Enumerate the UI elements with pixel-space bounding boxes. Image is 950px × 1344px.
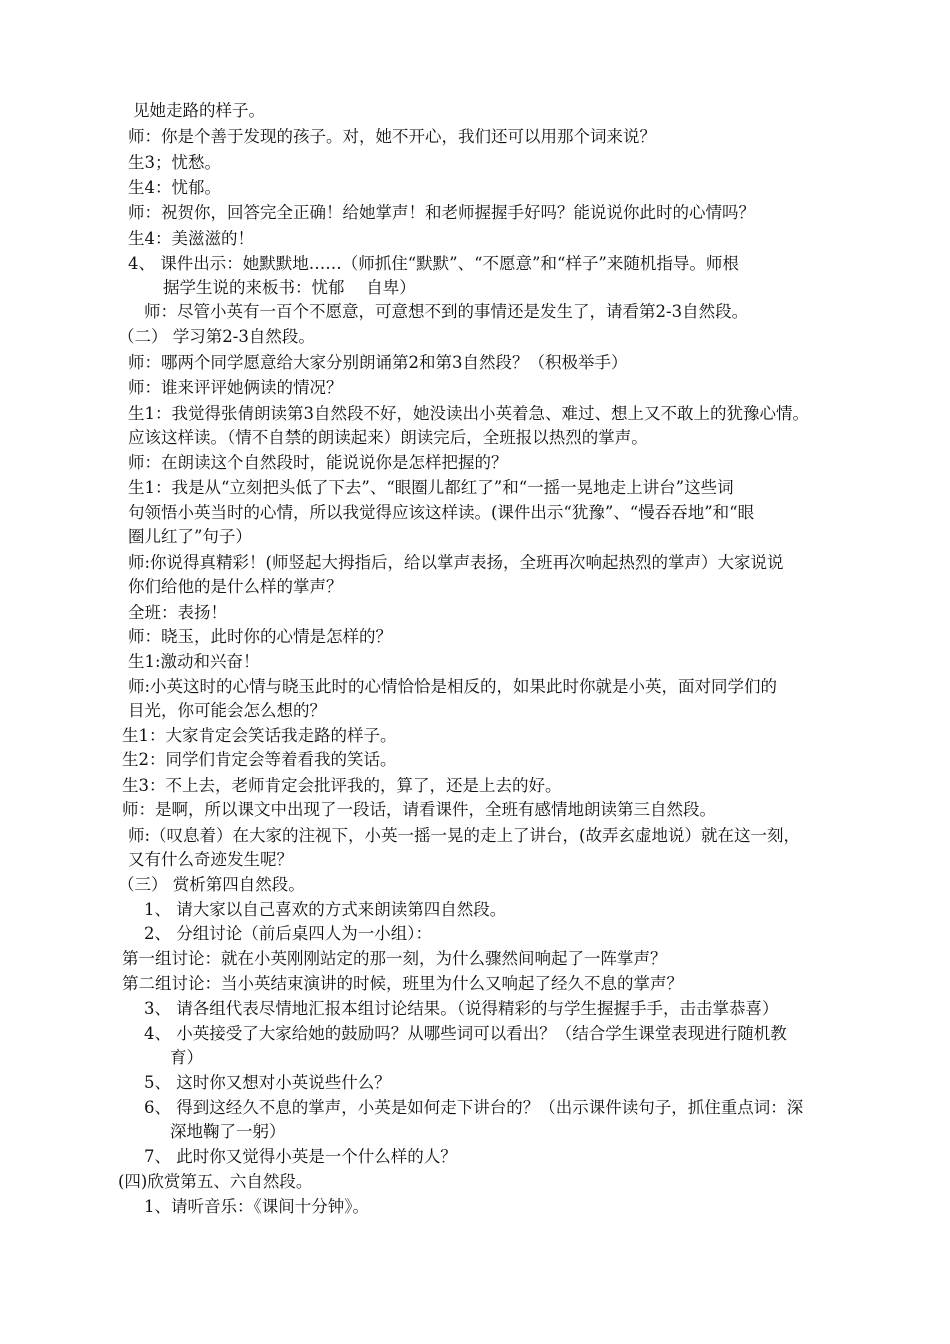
list-item: 2、 分组讨论（前后桌四人为一小组）： [144,924,432,943]
text-line: 师：谁来评评她俩读的情况？ [128,378,343,397]
section-heading: （二） 学习第2-3自然段。 [118,327,315,346]
list-item: 3、 请各组代表尽情地汇报本组讨论结果。（说得精彩的与学生握握手手，击击掌恭喜） [144,999,779,1018]
text-line: 生1：我觉得张倩朗读第3自然段不好，她没读出小英着急、难过、想上又不敢上的犹豫心情。 [128,404,809,423]
text-line: 目光，你可能会怎么想的？ [128,701,326,720]
text-line: 据学生说的来板书：忧郁 自卑） [163,278,416,297]
text-line: 师:你说得真精彩！(师竖起大拇指后，给以掌声表扬，全班再次响起热烈的掌声）大家说说 [128,553,784,572]
section-heading: (四)欣赏第五、六自然段。 [118,1172,313,1191]
text-line: 师：祝贺你，回答完全正确！给她掌声！和老师握握手好吗？能说说你此时的心情吗？ [128,203,755,222]
section-heading: （三） 赏析第四自然段。 [118,875,305,894]
list-item: 4、 小英接受了大家给她的鼓励吗？从哪些词可以看出？（结合学生课堂表现进行随机教 [144,1024,787,1043]
text-line: 师：你是个善于发现的孩子。对，她不开心，我们还可以用那个词来说？ [128,127,656,146]
list-item: 1、请听音乐：《课间十分钟》。 [144,1197,369,1216]
text-line: 生1：我是从“立刻把头低了下去”、“眼圈儿都红了”和“一摇一晃地走上讲台”这些词 [128,478,734,497]
text-line: 应该这样读。（情不自禁的朗读起来）朗读完后，全班报以热烈的掌声。 [128,428,648,447]
text-line: 又有什么奇迹发生呢？ [128,850,293,869]
text-line: 生4：美滋滋的！ [128,229,254,248]
text-line: 师：哪两个同学愿意给大家分别朗诵第2和第3自然段？（积极举手） [128,353,628,372]
text-line: 生1：大家肯定会笑话我走路的样子。 [122,726,397,745]
text-line: 师:（叹息着）在大家的注视下，小英一摇一晃的走上了讲台，(故弄玄虚地说）就在这一刻， [128,826,800,845]
list-item: 6、 得到这经久不息的掌声，小英是如何走下讲台的？（出示课件读句子，抓住重点词：深 [144,1098,804,1117]
text-line: 师：尽管小英有一百个不愿意，可意想不到的事情还是发生了，请看第2-3自然段。 [144,302,749,321]
text-line: 深地鞠了一躬） [170,1122,286,1141]
text-line: 生3；忧愁。 [128,153,221,172]
text-line: 师：是啊，所以课文中出现了一段话，请看课件，全班有感情地朗读第三自然段。 [122,800,716,819]
text-line: 生1:激动和兴奋！ [128,652,260,671]
text-line: 育） [170,1048,203,1067]
text-line: 全班：表扬！ [128,603,227,622]
text-line: 生4：忧郁。 [128,178,221,197]
text-line: 生3：不上去，老师肯定会批评我的，算了，还是上去的好。 [122,776,562,795]
list-item: 7、 此时你又觉得小英是一个什么样的人？ [144,1147,457,1166]
list-item: 1、 请大家以自己喜欢的方式来朗读第四自然段。 [144,900,507,919]
text-line: 你们给他的是什么样的掌声？ [128,577,343,596]
text-line: 4、 课件出示：她默默地……（师抓住“默默”、“不愿意”和“样子”来随机指导。师根 [128,254,739,273]
text-line: 句领悟小英当时的心情，所以我觉得应该这样读。(课件出示“犹豫”、“慢吞吞地”和“眼 [128,503,755,522]
list-item: 5、 这时你又想对小英说些什么？ [144,1073,391,1092]
text-line: 见她走路的样子。 [133,101,265,120]
text-line: 师：晓玉，此时你的心情是怎样的？ [128,627,392,646]
text-line: 圈儿红了”句子） [128,527,252,546]
text-line: 第一组讨论：就在小英刚刚站定的那一刻，为什么骤然间响起了一阵掌声？ [122,949,667,968]
text-line: 生2：同学们肯定会等着看我的笑话。 [122,750,397,769]
text-line: 第二组讨论：当小英结束演讲的时候，班里为什么又响起了经久不息的掌声？ [122,974,683,993]
text-line: 师：在朗读这个自然段时，能说说你是怎样把握的？ [128,453,508,472]
text-line: 师:小英这时的心情与晓玉此时的心情恰恰是相反的，如果此时你就是小英，面对同学们的 [128,677,778,696]
